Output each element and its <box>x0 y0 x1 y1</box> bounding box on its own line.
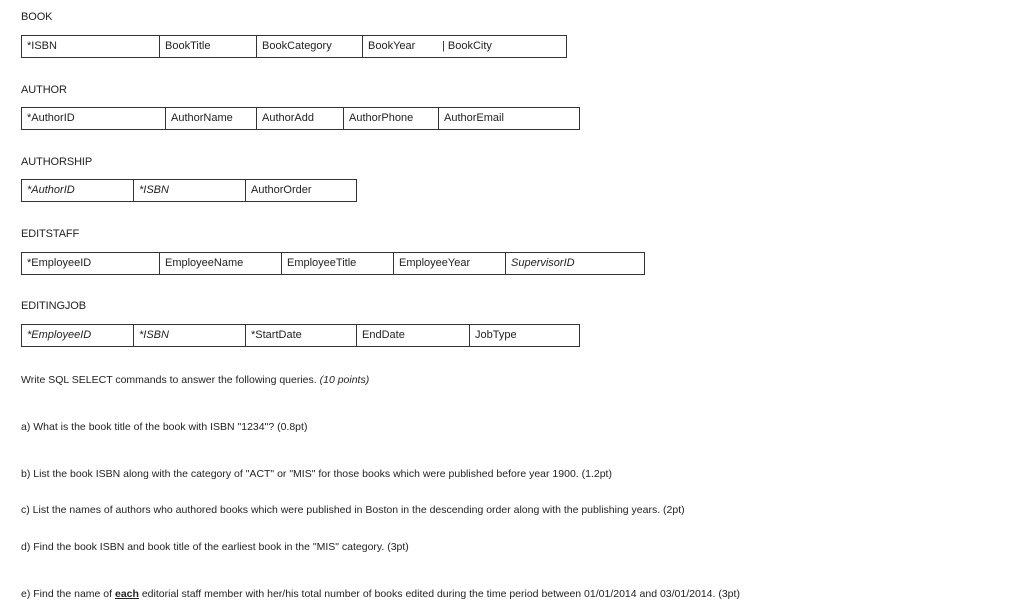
book-col-bookyear: BookYear <box>362 36 437 57</box>
book-table <box>21 35 567 58</box>
instructions <box>21 374 369 386</box>
authorship-col-authororder: AuthorOrder <box>245 180 356 201</box>
book-table-label: BOOK <box>21 11 53 23</box>
author-col-authoremail: AuthorEmail <box>438 108 579 129</box>
authorship-table-label: AUTHORSHIP <box>21 156 93 168</box>
editstaff-col-employeename: EmployeeName <box>159 253 281 274</box>
author-table <box>21 107 580 130</box>
author-table-label: AUTHOR <box>21 84 67 96</box>
question-a: a) What is the book title of the book with ISBN "1234"? (0.8pt) <box>21 421 308 433</box>
author-col-authoradd: AuthorAdd <box>256 108 343 129</box>
editingjob-col-employeeid: *EmployeeID <box>27 329 92 341</box>
authorship-col-isbn: *ISBN <box>133 180 245 201</box>
author-col-authorid: *AuthorID <box>27 112 75 124</box>
editstaff-col-employeeyear: EmployeeYear <box>393 253 505 274</box>
author-col-authorname: AuthorName <box>165 108 256 129</box>
question-b: b) List the book ISBN along with the category of "ACT" or "MIS" for those books which were published before year 1900. (1.2pt) <box>21 468 612 480</box>
question-d: d) Find the book ISBN and book title of the earliest book in the "MIS" category. (3pt) <box>21 541 409 553</box>
instructions-points: (10 points) <box>319 374 370 386</box>
editingjob-table-label: EDITINGJOB <box>21 300 87 312</box>
editingjob-col-enddate: EndDate <box>356 325 469 346</box>
editstaff-table-label: EDITSTAFF <box>21 228 80 240</box>
authorship-table <box>21 179 357 202</box>
question-c: c) List the names of authors who authored books which were published in Boston in the descending order along with the publishing years. (2pt) <box>21 504 685 516</box>
editstaff-col-employeeid: *EmployeeID <box>27 257 92 269</box>
question-e <box>21 588 740 600</box>
editstaff-col-supervisorid: SupervisorID <box>505 253 644 274</box>
book-col-booktitle: BookTitle <box>159 36 256 57</box>
instructions-text: Write SQL SELECT commands to answer the following queries. <box>21 374 317 386</box>
book-col-isbn: *ISBN <box>27 40 57 52</box>
editingjob-table <box>21 324 580 347</box>
question-e-end: editorial staff member with her/his total number of books edited during the time period between 01/01/2014 and 03/01/2014. (3pt) <box>141 588 740 600</box>
question-e-start: e) Find the name of <box>21 588 113 600</box>
editingjob-col-jobtype: JobType <box>469 325 579 346</box>
editingjob-col-startdate: *StartDate <box>245 325 356 346</box>
book-col-bookcategory: BookCategory <box>256 36 362 57</box>
editingjob-col-isbn: *ISBN <box>133 325 245 346</box>
editstaff-table <box>21 252 645 275</box>
authorship-col-authorid: *AuthorID <box>27 184 75 196</box>
book-col-bookcity: | BookCity <box>442 40 492 52</box>
editstaff-col-employeetitle: EmployeeTitle <box>281 253 393 274</box>
author-col-authorphone: AuthorPhone <box>343 108 438 129</box>
question-e-emphasis: each <box>114 588 139 600</box>
